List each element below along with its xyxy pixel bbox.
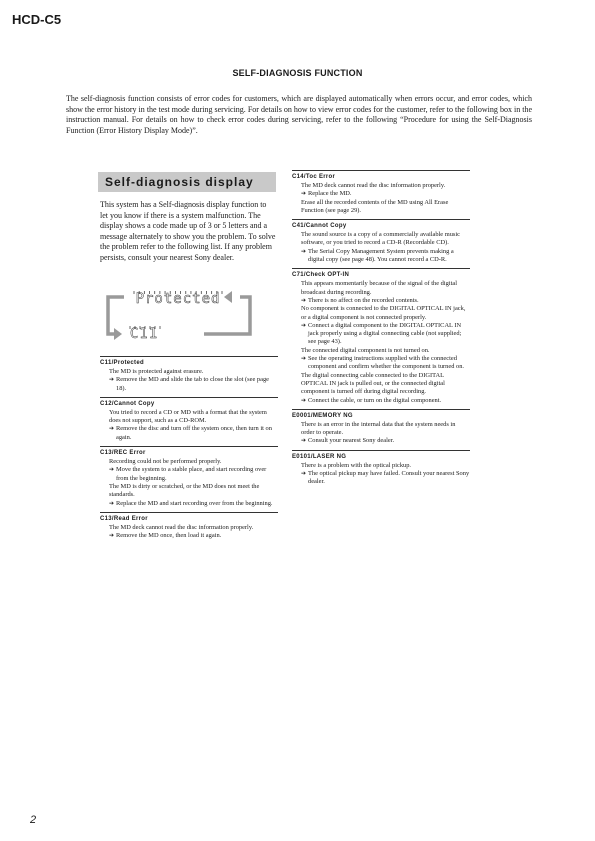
remedy-line: [292, 248, 470, 265]
remedy-line: [100, 376, 278, 393]
cause-line: You tried to record a CD or MD with a format that the system does not support, such as a CD-ROM.: [109, 408, 267, 425]
remedy-line: [292, 355, 470, 372]
divider: [100, 446, 278, 447]
error-code: C71/Check OPT-IN: [292, 272, 350, 279]
error-entry: [100, 446, 278, 508]
arrow-icon: ➔: [301, 191, 307, 198]
remedy-text: The optical pickup may have failed. Consult your nearest Sony dealer.: [308, 470, 470, 486]
remedy-line: [292, 437, 470, 445]
error-entry: [292, 219, 470, 264]
arrow-icon: ➔: [109, 377, 115, 384]
panel-description: This system has a Self-diagnosis display function to let you know if there is a system malfunction. The display shows a code made up of 3 or 5 letters and a message alternately to show you the problem. To solve the problem refer to the following list. If any problem persists, consult your nearest Sony dealer.: [100, 200, 276, 262]
cause-line: The connected digital component is not turned on.: [301, 346, 430, 354]
intro-paragraph: The self-diagnosis function consists of error codes for customers, which are displayed automatically when errors occur, and error codes, which show the error history in the test mode during servicing. For details on how to view error codes for the customer, refer to the following box in the instruction manual. For details on how to check error codes during servicing, refer to the following “Procedure for using the Self-Diagnosis Function (Error History Display Mode)”.: [66, 94, 532, 135]
remedy-line: [292, 322, 470, 347]
remedy-text: Connect a digital component to the DIGITAL OPTICAL IN jack properly using a digital connecting cable (not supplied; see page 43).: [308, 321, 462, 346]
remedy-text: Remove the MD once, then load it again.: [116, 532, 222, 540]
display-message: Protected: [135, 291, 221, 307]
error-code: C41/Cannot Copy: [292, 223, 347, 230]
remedy-line: [292, 190, 470, 198]
error-list-right: [292, 170, 470, 491]
error-entry: [292, 170, 470, 215]
error-entry: [292, 268, 470, 404]
arrow-head-icon: [114, 328, 122, 340]
error-code: C14/Toc Error: [292, 174, 336, 180]
arrow-icon: ➔: [109, 426, 115, 433]
model-name: HCD-C5: [12, 12, 62, 27]
error-code: C13/Read Error: [100, 515, 148, 522]
cause-line: Erase all the recorded contents of the MD using All Erase Function (see page 29).: [301, 198, 449, 214]
remedy-text: Remove the disc and turn off the system once, then turn it on again.: [116, 425, 272, 441]
cause-line: The MD is dirty or scratched, or the MD does not meet the standards.: [109, 482, 260, 499]
remedy-line: [100, 532, 278, 540]
remedy-text: There is no affect on the recorded contents.: [308, 296, 419, 304]
remedy-line: [292, 470, 470, 487]
cause-line: This appears momentarily because of the signal of the digital broadcast during recording.: [301, 280, 457, 296]
page-number: 2: [30, 814, 37, 826]
remedy-text: Consult your nearest Sony dealer.: [308, 437, 395, 445]
remedy-line: [292, 297, 470, 305]
remedy-text: Connect the cable, or turn on the digital component.: [308, 396, 442, 404]
error-list-left: [100, 356, 278, 544]
arrow-icon: ➔: [301, 322, 307, 329]
divider: [100, 397, 278, 398]
remedy-line: [100, 500, 278, 508]
error-code: E0101/LASER NG: [292, 453, 347, 460]
error-entry: [100, 512, 278, 541]
divider: [292, 450, 470, 451]
cause-line: Recording could not be performed properly.: [109, 458, 222, 466]
cause-line: No component is connected to the DIGITAL OPTICAL IN jack, or a digital component is not connected properly.: [301, 305, 466, 321]
divider: [292, 170, 470, 171]
arrow-icon: ➔: [301, 397, 307, 404]
arrow-icon: ➔: [109, 500, 115, 507]
remedy-text: Replace the MD and start recording over from the beginning.: [116, 499, 273, 507]
cause-line: There is a problem with the optical pickup.: [301, 461, 412, 469]
remedy-line: [100, 425, 278, 442]
remedy-line: [100, 466, 278, 483]
display-illustration: [100, 290, 276, 346]
divider: [292, 268, 470, 269]
error-entry: [100, 397, 278, 442]
remedy-line: [292, 397, 470, 405]
arrow-icon: ➔: [301, 438, 307, 445]
error-code: E0001/MEMORY NG: [292, 412, 353, 419]
divider: [100, 356, 278, 357]
cause-line: The MD deck cannot read the disc information properly.: [109, 523, 254, 531]
cause-line: There is an error in the internal data that the system needs in order to operate.: [301, 420, 456, 437]
display-code: C11: [129, 326, 159, 342]
cause-line: The MD is protected against erasure.: [109, 368, 204, 375]
panel-title-box: [98, 172, 276, 192]
arrow-icon: ➔: [109, 533, 115, 540]
panel-title: Self-diagnosis display: [105, 175, 254, 189]
error-code: C12/Cannot Copy: [100, 400, 155, 407]
arrow-icon: ➔: [301, 297, 307, 304]
page-title: SELF-DIAGNOSIS FUNCTION: [232, 68, 363, 78]
divider: [292, 219, 470, 220]
error-entry: [292, 450, 470, 487]
error-code: C11/Protected: [100, 360, 144, 366]
arrow-head-icon: [224, 291, 232, 303]
error-entry: [292, 409, 470, 446]
remedy-text: See the operating instructions supplied with the connected component and confirm whether the component is turned on.: [308, 355, 464, 371]
arrow-icon: ➔: [301, 248, 307, 255]
remedy-text: Remove the MD and slide the tab to close the slot (see page 18).: [116, 376, 269, 392]
arrow-icon: ➔: [301, 356, 307, 363]
error-entry: [100, 356, 278, 393]
cause-line: The digital connecting cable connected to the DIGITAL OPTICAL IN jack is pulled out, or the connected digital component is turned off during digital recording.: [301, 371, 445, 396]
cause-line: The MD deck cannot read the disc information properly.: [301, 182, 446, 189]
remedy-text: Replace the MD.: [308, 190, 352, 198]
arrow-icon: ➔: [301, 471, 307, 478]
error-code: C13/REC Error: [100, 450, 146, 457]
cause-line: The sound source is a copy of a commercially available music software, or you tried to record a CD-R (Recordable CD).: [301, 231, 461, 247]
remedy-text: The Serial Copy Management System prevents making a digital copy (see page 48). You cannot record a CD-R.: [308, 247, 454, 264]
divider: [292, 409, 470, 410]
remedy-text: Move the system to a stable place, and start recording over from the beginning.: [116, 466, 267, 482]
arrow-icon: ➔: [109, 467, 115, 474]
divider: [100, 512, 278, 513]
